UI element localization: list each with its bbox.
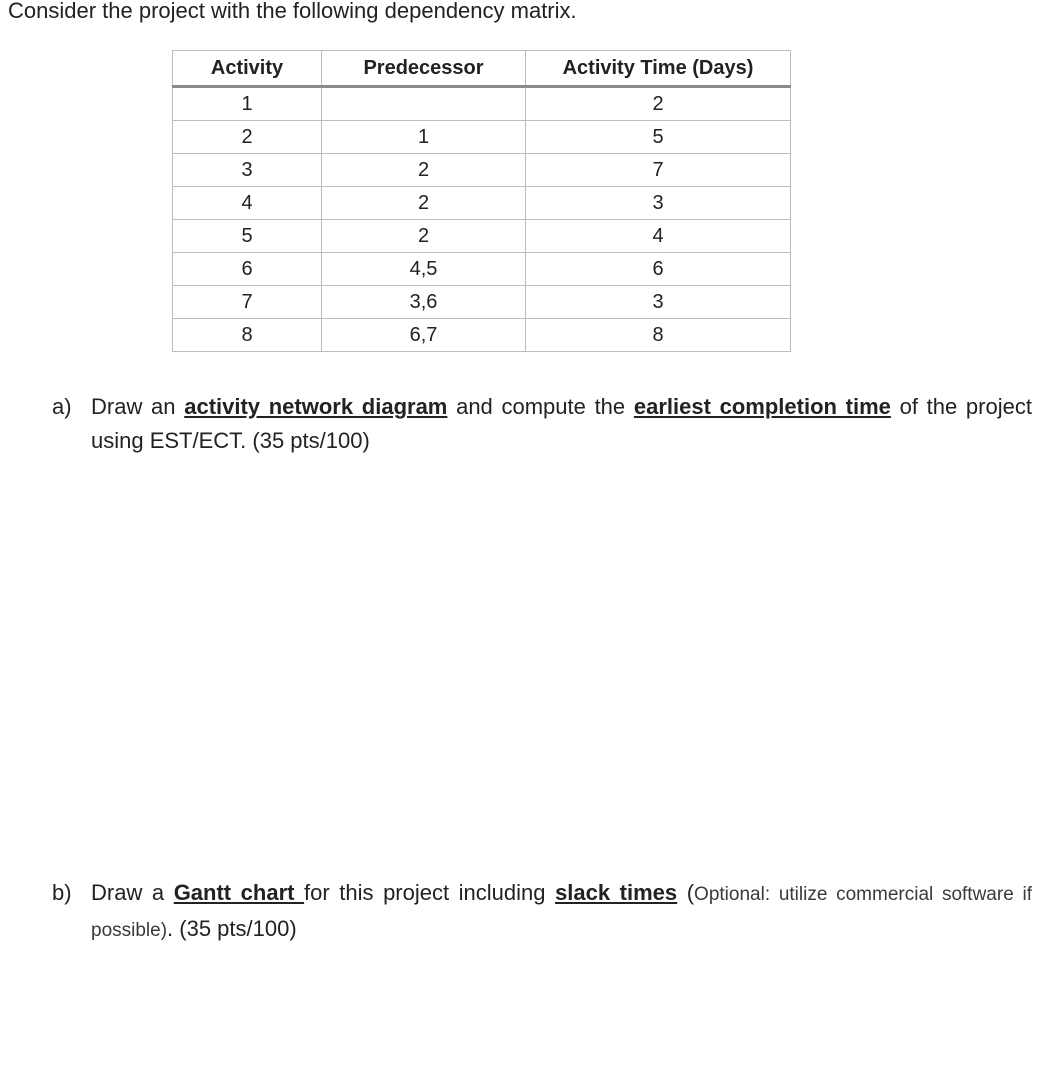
cell-time: 6 <box>526 253 791 286</box>
cell-activity: 8 <box>173 319 322 352</box>
emphasis-earliest-completion-time: earliest completion time <box>633 394 891 419</box>
table-row <box>173 121 791 154</box>
question-b <box>52 876 1032 948</box>
question-a <box>52 390 1032 458</box>
cell-time: 8 <box>526 319 791 352</box>
optional-note: Optional: utilize commercial software if possible) <box>91 884 1032 941</box>
emphasis-gantt-chart: Gantt chart <box>173 880 305 905</box>
question-b-label: b) <box>52 880 72 905</box>
cell-time: 5 <box>526 121 791 154</box>
cell-predecessor: 2 <box>322 154 526 187</box>
cell-predecessor: 2 <box>322 187 526 220</box>
table-row <box>173 87 791 121</box>
table-row <box>173 319 791 352</box>
cell-predecessor: 4,5 <box>322 253 526 286</box>
cell-time: 3 <box>526 286 791 319</box>
cell-time: 2 <box>526 87 791 121</box>
question-b-text: Draw a Gantt chart for this project including slack times (Optional: utilize commercial software if possible). (35 pts/100) <box>91 880 1032 941</box>
header-predecessor: Predecessor <box>322 51 526 87</box>
cell-predecessor: 3,6 <box>322 286 526 319</box>
table-row <box>173 253 791 286</box>
cell-time: 7 <box>526 154 791 187</box>
header-activity-time: Activity Time (Days) <box>526 51 791 87</box>
table-row <box>173 154 791 187</box>
cell-time: 4 <box>526 220 791 253</box>
table-row <box>173 220 791 253</box>
cell-predecessor: 1 <box>322 121 526 154</box>
cell-activity: 3 <box>173 154 322 187</box>
emphasis-activity-network-diagram: activity network diagram <box>184 394 448 419</box>
cell-time: 3 <box>526 187 791 220</box>
header-activity: Activity <box>173 51 322 87</box>
table-header-row <box>173 51 791 87</box>
emphasis-slack-times: slack times <box>555 880 678 905</box>
cell-predecessor: 2 <box>322 220 526 253</box>
cell-predecessor: 6,7 <box>322 319 526 352</box>
question-a-text: Draw an activity network diagram and compute the earliest completion time of the project using EST/ECT. (35 pts/100) <box>91 394 1032 453</box>
cell-activity: 7 <box>173 286 322 319</box>
dependency-table <box>172 50 791 352</box>
cell-activity: 2 <box>173 121 322 154</box>
cell-activity: 6 <box>173 253 322 286</box>
cell-activity: 5 <box>173 220 322 253</box>
intro-text: Consider the project with the following dependency matrix. <box>8 0 577 23</box>
cell-predecessor <box>322 87 526 121</box>
table-row <box>173 187 791 220</box>
question-a-label: a) <box>52 394 72 419</box>
table-row <box>173 286 791 319</box>
cell-activity: 1 <box>173 87 322 121</box>
cell-activity: 4 <box>173 187 322 220</box>
